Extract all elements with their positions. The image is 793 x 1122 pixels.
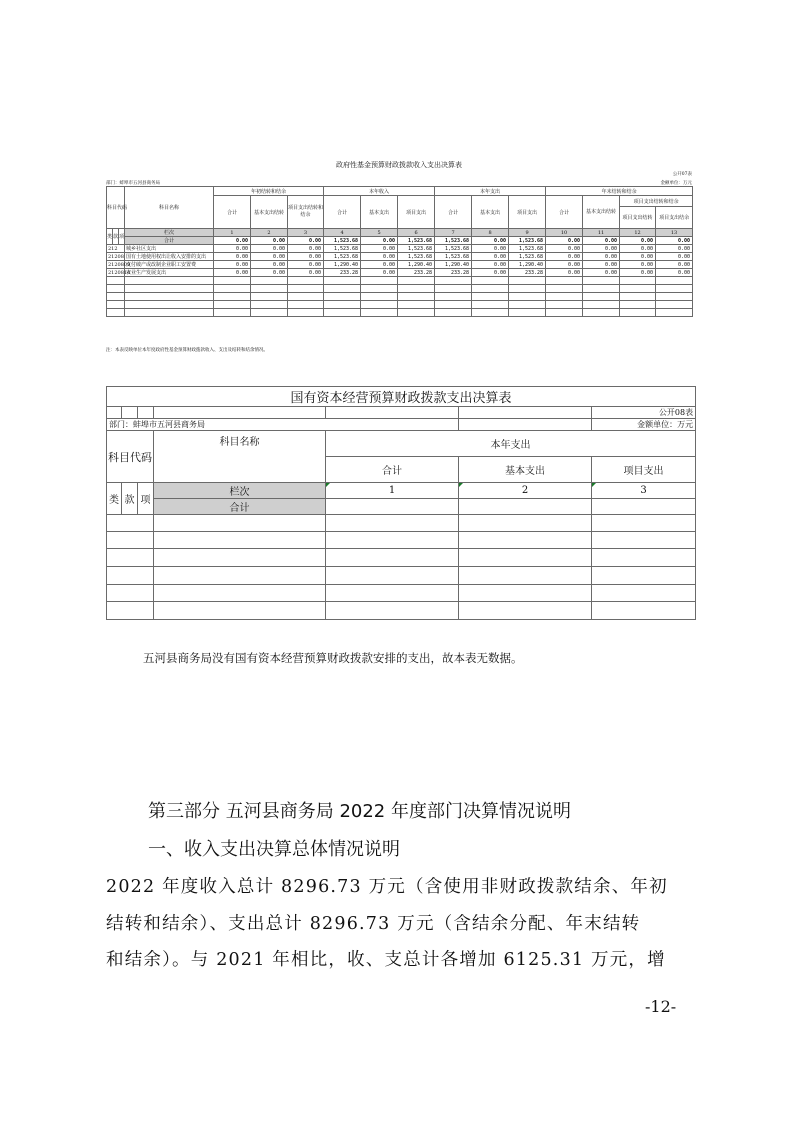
t1-cell: 0.00 <box>361 261 398 269</box>
t1-colnum: 11 <box>583 229 620 237</box>
t1-cell: 1,290.40 <box>324 261 361 269</box>
t1-cell: 0.00 <box>214 253 251 261</box>
t1-cell: 0.00 <box>251 269 288 277</box>
t1-cell: 0.00 <box>251 253 288 261</box>
t1-cell: 0.00 <box>583 269 620 277</box>
t1-heji: 合计 <box>125 237 214 245</box>
t1-total-cell: 0.00 <box>214 237 251 245</box>
t1-colnum: 4 <box>324 229 361 237</box>
t1-cell: 1,523.68 <box>398 253 435 261</box>
t2-head-kuan: 款 <box>122 483 138 515</box>
t1-cell: 0.00 <box>361 245 398 253</box>
t1-cell: 0.00 <box>656 261 693 269</box>
t1-cell: 0.00 <box>214 245 251 253</box>
table-row-empty <box>107 585 696 602</box>
t1-total-cell: 1,523.68 <box>435 237 472 245</box>
t1-colnum: 13 <box>656 229 693 237</box>
t1-colnum: 7 <box>435 229 472 237</box>
t1-head-xiang: 项 <box>119 229 125 245</box>
t1-cell: 0.00 <box>214 261 251 269</box>
t1-cell: 0.00 <box>214 269 251 277</box>
t1-col-basic: 基本支出 <box>472 196 509 229</box>
t2-heji: 合计 <box>154 499 326 515</box>
t1-head-lei: 类 <box>107 229 113 245</box>
t2-head-lei: 类 <box>107 483 122 515</box>
t2-lanci: 栏次 <box>154 483 326 499</box>
t1-row-code: 212 <box>107 245 125 253</box>
t1-col-basic-jz: 基本支出结转 <box>583 196 620 229</box>
t1-row-name: 支付破产或改制企业职工安置费 <box>125 261 214 269</box>
t1-col-proj-jzjy: 项目支出结转和结余 <box>288 196 324 229</box>
t1-row-name: 农业生产发展支出 <box>125 269 214 277</box>
t1-cell: 1,523.68 <box>324 245 361 253</box>
t1-colnum: 10 <box>546 229 583 237</box>
t1-cell: 1,523.68 <box>435 245 472 253</box>
t1-cell: 0.00 <box>620 245 656 253</box>
t1-cell: 0.00 <box>620 261 656 269</box>
t2-head-code: 科目代码 <box>107 431 154 483</box>
paragraph-line: 和结余）。与 2021 年相比，收、支总计各增加 6125.31 万元，增 <box>106 950 666 970</box>
table1-note: 注：本表反映单位本年度政府性基金预算财政拨款收入、支出及结转和结余情况。 <box>106 348 268 353</box>
t1-total-cell: 0.00 <box>472 237 509 245</box>
t1-cell: 1,290.40 <box>435 261 472 269</box>
t2-col-basic: 基本支出 <box>459 457 592 483</box>
page-number: -12- <box>645 997 677 1016</box>
table-row-empty <box>107 602 696 620</box>
t1-group-expense: 本年支出 <box>435 187 546 196</box>
t1-colnum: 2 <box>251 229 288 237</box>
t1-cell: 0.00 <box>656 269 693 277</box>
t2-col-total: 合计 <box>326 457 459 483</box>
t1-col-proj-sub: 项目支出结转和结余 <box>620 196 693 207</box>
table1-dept: 部门：蚌埠市五河县商务局 <box>106 181 160 186</box>
table2-unit: 金额单位：万元 <box>592 419 696 431</box>
t1-colnum: 1 <box>214 229 251 237</box>
t2-head-year: 本年支出 <box>326 431 696 457</box>
t1-cell: 0.00 <box>472 245 509 253</box>
t1-cell: 1,523.68 <box>398 245 435 253</box>
t1-cell: 0.00 <box>361 253 398 261</box>
t1-colnum: 12 <box>620 229 656 237</box>
table-row-empty <box>107 293 693 301</box>
t1-cell: 0.00 <box>546 245 583 253</box>
t1-cell: 0.00 <box>472 269 509 277</box>
t1-total-cell: 0.00 <box>288 237 324 245</box>
t1-cell: 1,523.68 <box>509 253 546 261</box>
paragraph-line: 2022 年度收入总计 8296.73 万元（含使用非财政拨款结余、年初 <box>106 877 668 897</box>
t1-cell: 0.00 <box>472 253 509 261</box>
t1-cell: 1,290.40 <box>398 261 435 269</box>
t1-cell: 0.00 <box>656 245 693 253</box>
t2-colnum: 1 <box>326 483 459 499</box>
subsection-heading: 一、收入支出决算总体情况说明 <box>148 839 400 860</box>
t1-col-proj-jy: 项目支出结余 <box>656 207 693 229</box>
table-row <box>107 245 693 253</box>
t1-cell: 233.28 <box>435 269 472 277</box>
t1-colnum: 5 <box>361 229 398 237</box>
t2-head-xiang: 项 <box>138 483 154 515</box>
t2-colnum: 2 <box>459 483 592 499</box>
table-row <box>107 253 693 261</box>
t1-cell: 0.00 <box>620 269 656 277</box>
t1-col-basic-jz: 基本支出结转 <box>251 196 288 229</box>
table1-unit: 金额单位：万元 <box>660 181 692 186</box>
t1-cell: 233.28 <box>509 269 546 277</box>
t2-colnum: 3 <box>592 483 696 499</box>
t1-col-proj: 项目支出 <box>398 196 435 229</box>
t1-total-cell: 0.00 <box>251 237 288 245</box>
t1-col-total: 合计 <box>214 196 251 229</box>
table-row <box>107 261 693 269</box>
t1-cell: 0.00 <box>546 261 583 269</box>
t1-group-income: 本年收入 <box>324 187 435 196</box>
t1-head-kuan: 款 <box>113 229 119 245</box>
t1-cell: 0.00 <box>472 261 509 269</box>
t1-total-cell: 0.00 <box>620 237 656 245</box>
t1-cell: 1,523.68 <box>435 253 472 261</box>
table-row-empty <box>107 532 696 549</box>
table-row-empty <box>107 549 696 567</box>
t1-cell: 0.00 <box>620 253 656 261</box>
t1-cell: 0.00 <box>583 261 620 269</box>
t1-row-code: 2120809 <box>108 261 131 268</box>
t1-total-cell: 1,523.68 <box>398 237 435 245</box>
section-heading: 第三部分 五河县商务局 2022 年度部门决算情况说明 <box>148 801 571 822</box>
t1-row-name: 城乡社区支出 <box>125 245 214 253</box>
table2-title: 国有资本经营预算财政拨款支出决算表 <box>107 387 696 407</box>
t1-colnum: 3 <box>288 229 324 237</box>
t1-lanci: 栏次 <box>125 229 214 237</box>
table-row-empty <box>107 515 696 532</box>
table2-dept: 部门：蚌埠市五河县商务局 <box>107 419 459 431</box>
table-row-empty <box>107 309 693 317</box>
t1-total-cell: 0.00 <box>361 237 398 245</box>
t1-head-name: 科目名称 <box>125 187 214 229</box>
table-row-empty <box>107 277 693 285</box>
t1-col-total: 合计 <box>546 196 583 229</box>
t2-head-name: 科目名称 <box>154 431 326 483</box>
t1-cell: 233.28 <box>398 269 435 277</box>
t1-row-name: 国有土地使用权出让收入安排的支出 <box>125 253 214 261</box>
t1-cell: 0.00 <box>288 245 324 253</box>
t1-cell: 0.00 <box>546 269 583 277</box>
t1-cell: 0.00 <box>251 245 288 253</box>
t1-colnum: 9 <box>509 229 546 237</box>
t1-total-cell: 1,523.68 <box>509 237 546 245</box>
table-row-empty <box>107 567 696 585</box>
t1-cell: 0.00 <box>656 253 693 261</box>
table-row-empty <box>107 285 693 293</box>
t1-group-opening: 年初结转和结余 <box>214 187 324 196</box>
t1-total-cell: 0.00 <box>583 237 620 245</box>
table1-code: 公开07表 <box>672 172 692 177</box>
table2 <box>106 386 696 620</box>
t1-total-cell: 1,523.68 <box>324 237 361 245</box>
t1-cell: 0.00 <box>288 269 324 277</box>
table2-code: 公开08表 <box>592 407 696 419</box>
t1-col-proj: 项目支出 <box>509 196 546 229</box>
t1-cell: 1,290.40 <box>509 261 546 269</box>
t1-head-code: 科目代码 <box>107 187 125 229</box>
t1-col-proj-jz: 项目支出结转 <box>620 207 656 229</box>
t1-col-basic: 基本支出 <box>361 196 398 229</box>
t1-cell: 0.00 <box>546 253 583 261</box>
table-row <box>107 269 693 277</box>
t1-group-closing: 年末结转和结余 <box>546 187 693 196</box>
table1-title: 政府性基金预算财政拨款收入支出决算表 <box>336 161 462 169</box>
t1-cell: 233.28 <box>324 269 361 277</box>
t2-col-proj: 项目支出 <box>592 457 696 483</box>
t1-row-code: 2120814 <box>108 269 131 276</box>
t1-cell: 1,523.68 <box>509 245 546 253</box>
t1-cell: 0.00 <box>583 245 620 253</box>
table-row-empty <box>107 301 693 309</box>
table1 <box>106 186 693 317</box>
t1-cell: 0.00 <box>361 269 398 277</box>
t1-cell: 0.00 <box>583 253 620 261</box>
t1-row-code: 21208 <box>108 253 124 260</box>
table2-note: 五河县商务局没有国有资本经营预算财政拨款安排的支出，故本表无数据。 <box>143 651 523 665</box>
t1-cell: 1,523.68 <box>324 253 361 261</box>
t1-colnum: 8 <box>472 229 509 237</box>
t1-colnum: 6 <box>398 229 435 237</box>
t1-cell: 0.00 <box>288 253 324 261</box>
paragraph-line: 结转和结余）、支出总计 8296.73 万元（含结余分配、年末结转 <box>106 914 641 934</box>
t1-col-total: 合计 <box>324 196 361 229</box>
t1-total-cell: 0.00 <box>546 237 583 245</box>
t1-cell: 0.00 <box>251 261 288 269</box>
t1-col-total: 合计 <box>435 196 472 229</box>
t1-total-cell: 0.00 <box>656 237 693 245</box>
t1-cell: 0.00 <box>288 261 324 269</box>
